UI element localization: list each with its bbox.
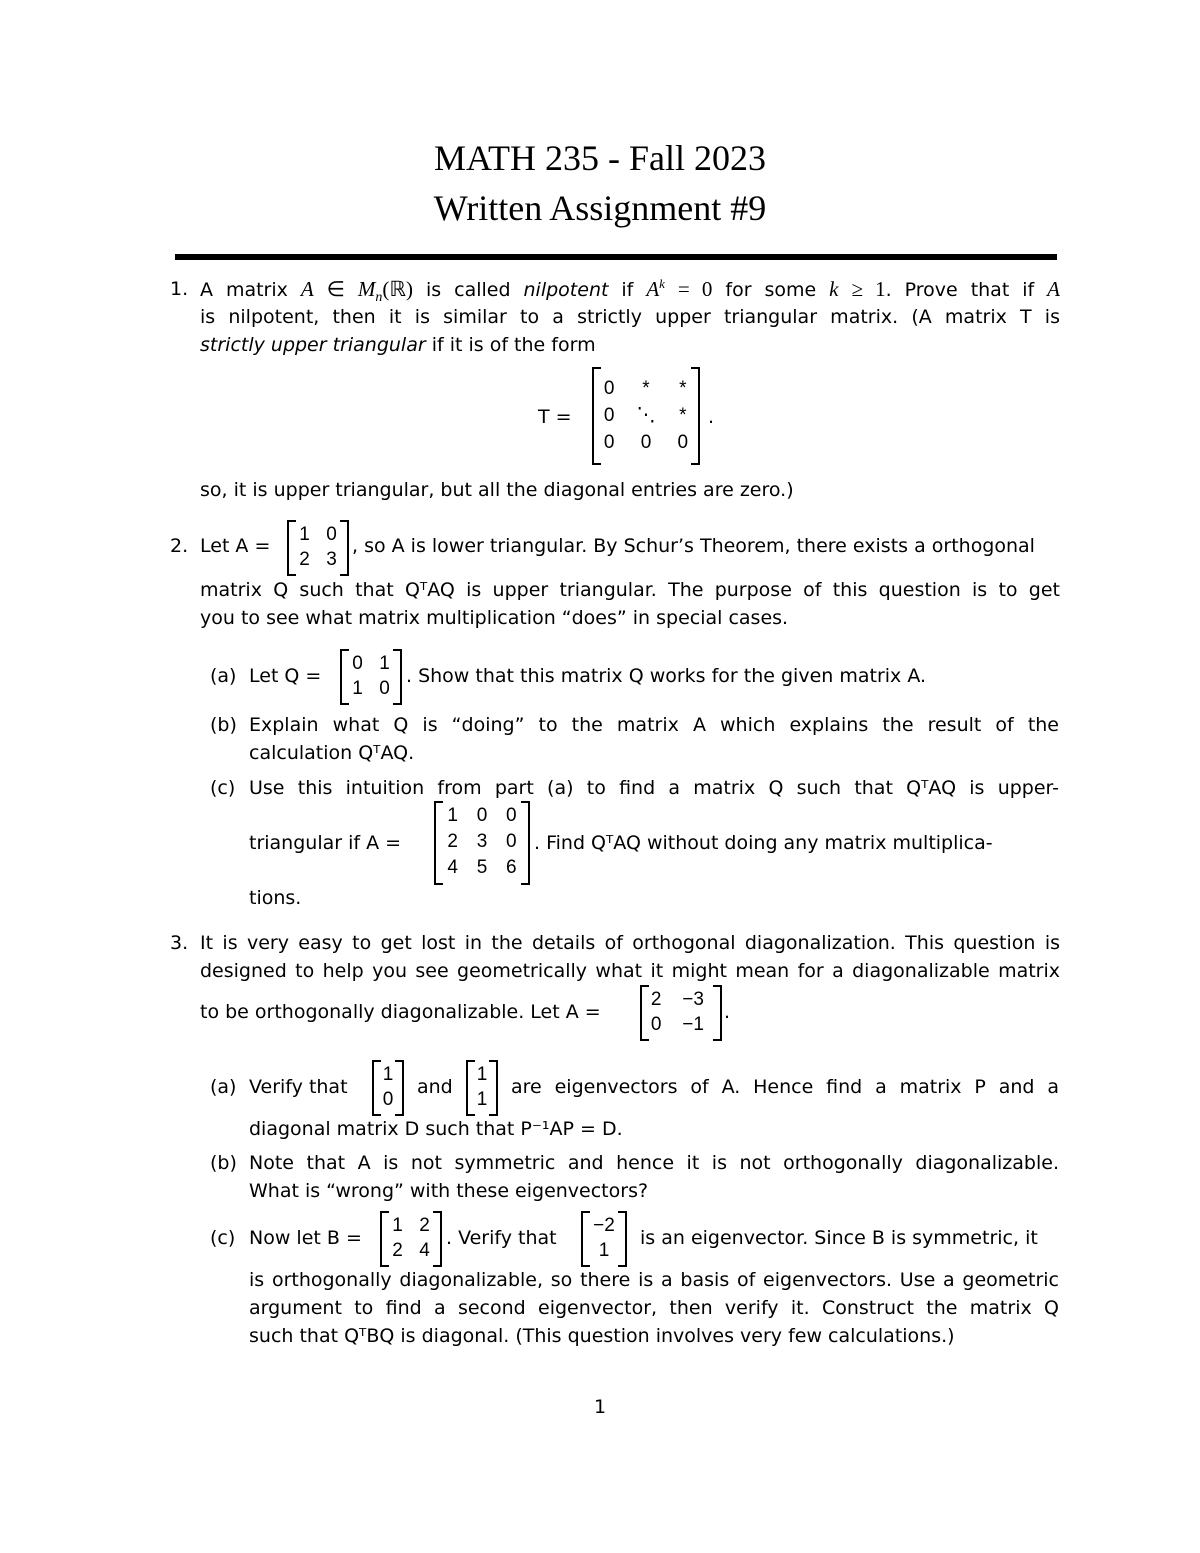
q1-line4: so, it is upper triangular, but all the diagonal entries are zero.) xyxy=(200,479,794,501)
matrix-entry: 3 xyxy=(326,548,337,570)
q2a-rest: . Show that this matrix Q works for the given matrix A. xyxy=(406,665,927,687)
matrix-entry: 3 xyxy=(476,831,488,852)
q3a-rest: are eigenvectors of A. Hence find a matrix P and a xyxy=(511,1076,1059,1098)
matrix-entry: −1 xyxy=(682,1013,704,1035)
matrix-entry: 0 xyxy=(603,377,615,399)
matrix-a-3x3 xyxy=(434,801,530,885)
matrix-entry: 0 xyxy=(379,677,390,699)
matrix-entry: 2 xyxy=(392,1239,403,1261)
matrix-entry: 4 xyxy=(419,1239,430,1261)
q2-let: Let A = xyxy=(200,535,271,557)
q3-line3-post: . xyxy=(724,1001,731,1023)
q2a-let: Let Q = xyxy=(249,665,322,687)
matrix-entry: * xyxy=(679,404,687,426)
matrix-entry: 2 xyxy=(299,548,310,570)
matrix-entry: 1 xyxy=(392,1214,403,1236)
matrix-entry: −2 xyxy=(593,1214,615,1236)
matrix-entry: 0 xyxy=(476,805,488,826)
q2c-line1: Use this intuition from part (a) to find a matrix Q such that QᵀAQ is upper- xyxy=(249,777,1059,799)
matrix-entry: 0 xyxy=(677,431,689,453)
q2-number: 2. xyxy=(170,535,189,557)
matrix-a-q3 xyxy=(640,985,722,1041)
q3b-line2: What is “wrong” with these eigenvectors? xyxy=(249,1180,649,1202)
q3c-label: (c) xyxy=(210,1227,236,1249)
matrix-entry: 1 xyxy=(476,1063,488,1085)
vector-1-0 xyxy=(372,1060,404,1116)
matrix-q-2x2 xyxy=(340,649,402,705)
q2b-line1: Explain what Q is “doing” to the matrix A which explains the result of the xyxy=(249,714,1059,736)
matrix-t xyxy=(592,367,700,465)
matrix-entry: 1 xyxy=(382,1063,394,1085)
q2-line1: , so A is lower triangular. By Schur’s Theorem, there exists a orthogonal xyxy=(352,535,1035,557)
q3a-and: and xyxy=(417,1076,453,1098)
matrix-entry: 0 xyxy=(640,431,652,453)
matrix-entry: 1 xyxy=(352,677,363,699)
q2c-line3: tions. xyxy=(249,887,302,909)
matrix-entry: −3 xyxy=(682,988,704,1010)
matrix-entry: 0 xyxy=(603,404,615,426)
matrix-entry: 0 xyxy=(326,523,337,545)
matrix-entry: * xyxy=(642,377,650,399)
matrix-entry: 0 xyxy=(352,652,363,674)
matrix-entry: 5 xyxy=(476,857,488,878)
title-rule xyxy=(175,254,1057,260)
matrix-b xyxy=(380,1211,442,1267)
q1-line2: is nilpotent, then it is similar to a strictly upper triangular matrix. (A matrix T is xyxy=(200,306,1060,328)
q3b-line1: Note that A is not symmetric and hence it is not orthogonally diagonalizable. xyxy=(249,1152,1059,1174)
q1-number: 1. xyxy=(170,278,189,300)
q3-number: 3. xyxy=(170,932,189,954)
matrix-entry: 2 xyxy=(419,1214,430,1236)
q2a-label: (a) xyxy=(210,665,237,687)
assignment-title: Written Assignment #9 xyxy=(433,188,767,228)
q3c-line2: is orthogonally diagonalizable, so there is a basis of eigenvectors. Use a geometric xyxy=(249,1269,1059,1291)
q2c-label: (c) xyxy=(210,777,236,799)
q2-line3: you to see what matrix multiplication “does” in special cases. xyxy=(200,607,789,629)
q3-line3: to be orthogonally diagonalizable. Let A = xyxy=(200,1001,601,1023)
course-title: MATH 235 - Fall 2023 xyxy=(434,138,766,178)
q1-line1: A matrix A ∈ $M_n(ℝ)$ is called nilpotent if $A^k = 0$ for some k ≥ 1. Prove that if A xyxy=(200,276,1060,306)
matrix-entry: 6 xyxy=(506,857,517,878)
vector-neg2-1 xyxy=(581,1211,627,1267)
matrix-entry: 0 xyxy=(603,431,615,453)
matrix-entry: * xyxy=(679,377,687,399)
q2c-pre: triangular if A = xyxy=(249,832,402,854)
q3c-mid: . Verify that xyxy=(446,1227,557,1249)
q3-line2: designed to help you see geometrically what it might mean for a diagonalizable matrix xyxy=(200,960,1060,982)
q2b-line2: calculation QᵀAQ. xyxy=(249,742,415,764)
q3a-line2: diagonal matrix D such that P⁻¹AP = D. xyxy=(249,1118,623,1140)
page-number: 1 xyxy=(593,1396,607,1418)
matrix-entry: 0 xyxy=(506,805,517,826)
matrix-entry: 1 xyxy=(379,652,390,674)
matrix-entry: 2 xyxy=(447,831,458,852)
q3a-label: (a) xyxy=(210,1076,237,1098)
matrix-entry: ⋱ xyxy=(636,404,656,426)
matrix-entry: 1 xyxy=(447,805,458,826)
matrix-entry: 1 xyxy=(299,523,310,545)
q3c-line4: such that QᵀBQ is diagonal. (This question involves very few calculations.) xyxy=(249,1325,955,1347)
matrix-entry: 4 xyxy=(447,857,458,878)
matrix-entry: 1 xyxy=(476,1088,488,1110)
vector-1-1 xyxy=(466,1060,498,1116)
matrix-a-2x2 xyxy=(287,520,349,576)
q2b-label: (b) xyxy=(210,714,237,736)
q3c-line3: argument to find a second eigenvector, then verify it. Construct the matrix Q xyxy=(249,1297,1059,1319)
matrix-t-period: . xyxy=(708,406,715,428)
q1-line3: strictly upper triangular if it is of the form xyxy=(200,334,596,356)
q3c-pre: Now let B = xyxy=(249,1227,362,1249)
matrix-entry: 1 xyxy=(598,1239,610,1261)
matrix-entry: 0 xyxy=(506,831,517,852)
q3c-post: is an eigenvector. Since B is symmetric, it xyxy=(640,1227,1038,1249)
q3a-verify: Verify that xyxy=(249,1076,348,1098)
matrix-entry: 2 xyxy=(650,988,662,1010)
q3-line1: It is very easy to get lost in the details of orthogonal diagonalization. This question is xyxy=(200,932,1060,954)
matrix-entry: 0 xyxy=(382,1088,394,1110)
q2c-post: . Find QᵀAQ without doing any matrix multiplica- xyxy=(534,832,993,854)
q2-line2: matrix Q such that QᵀAQ is upper triangular. The purpose of this question is to get xyxy=(200,579,1060,601)
matrix-entry: 0 xyxy=(650,1013,662,1035)
q3b-label: (b) xyxy=(210,1152,237,1174)
matrix-t-label: T = xyxy=(538,406,572,428)
